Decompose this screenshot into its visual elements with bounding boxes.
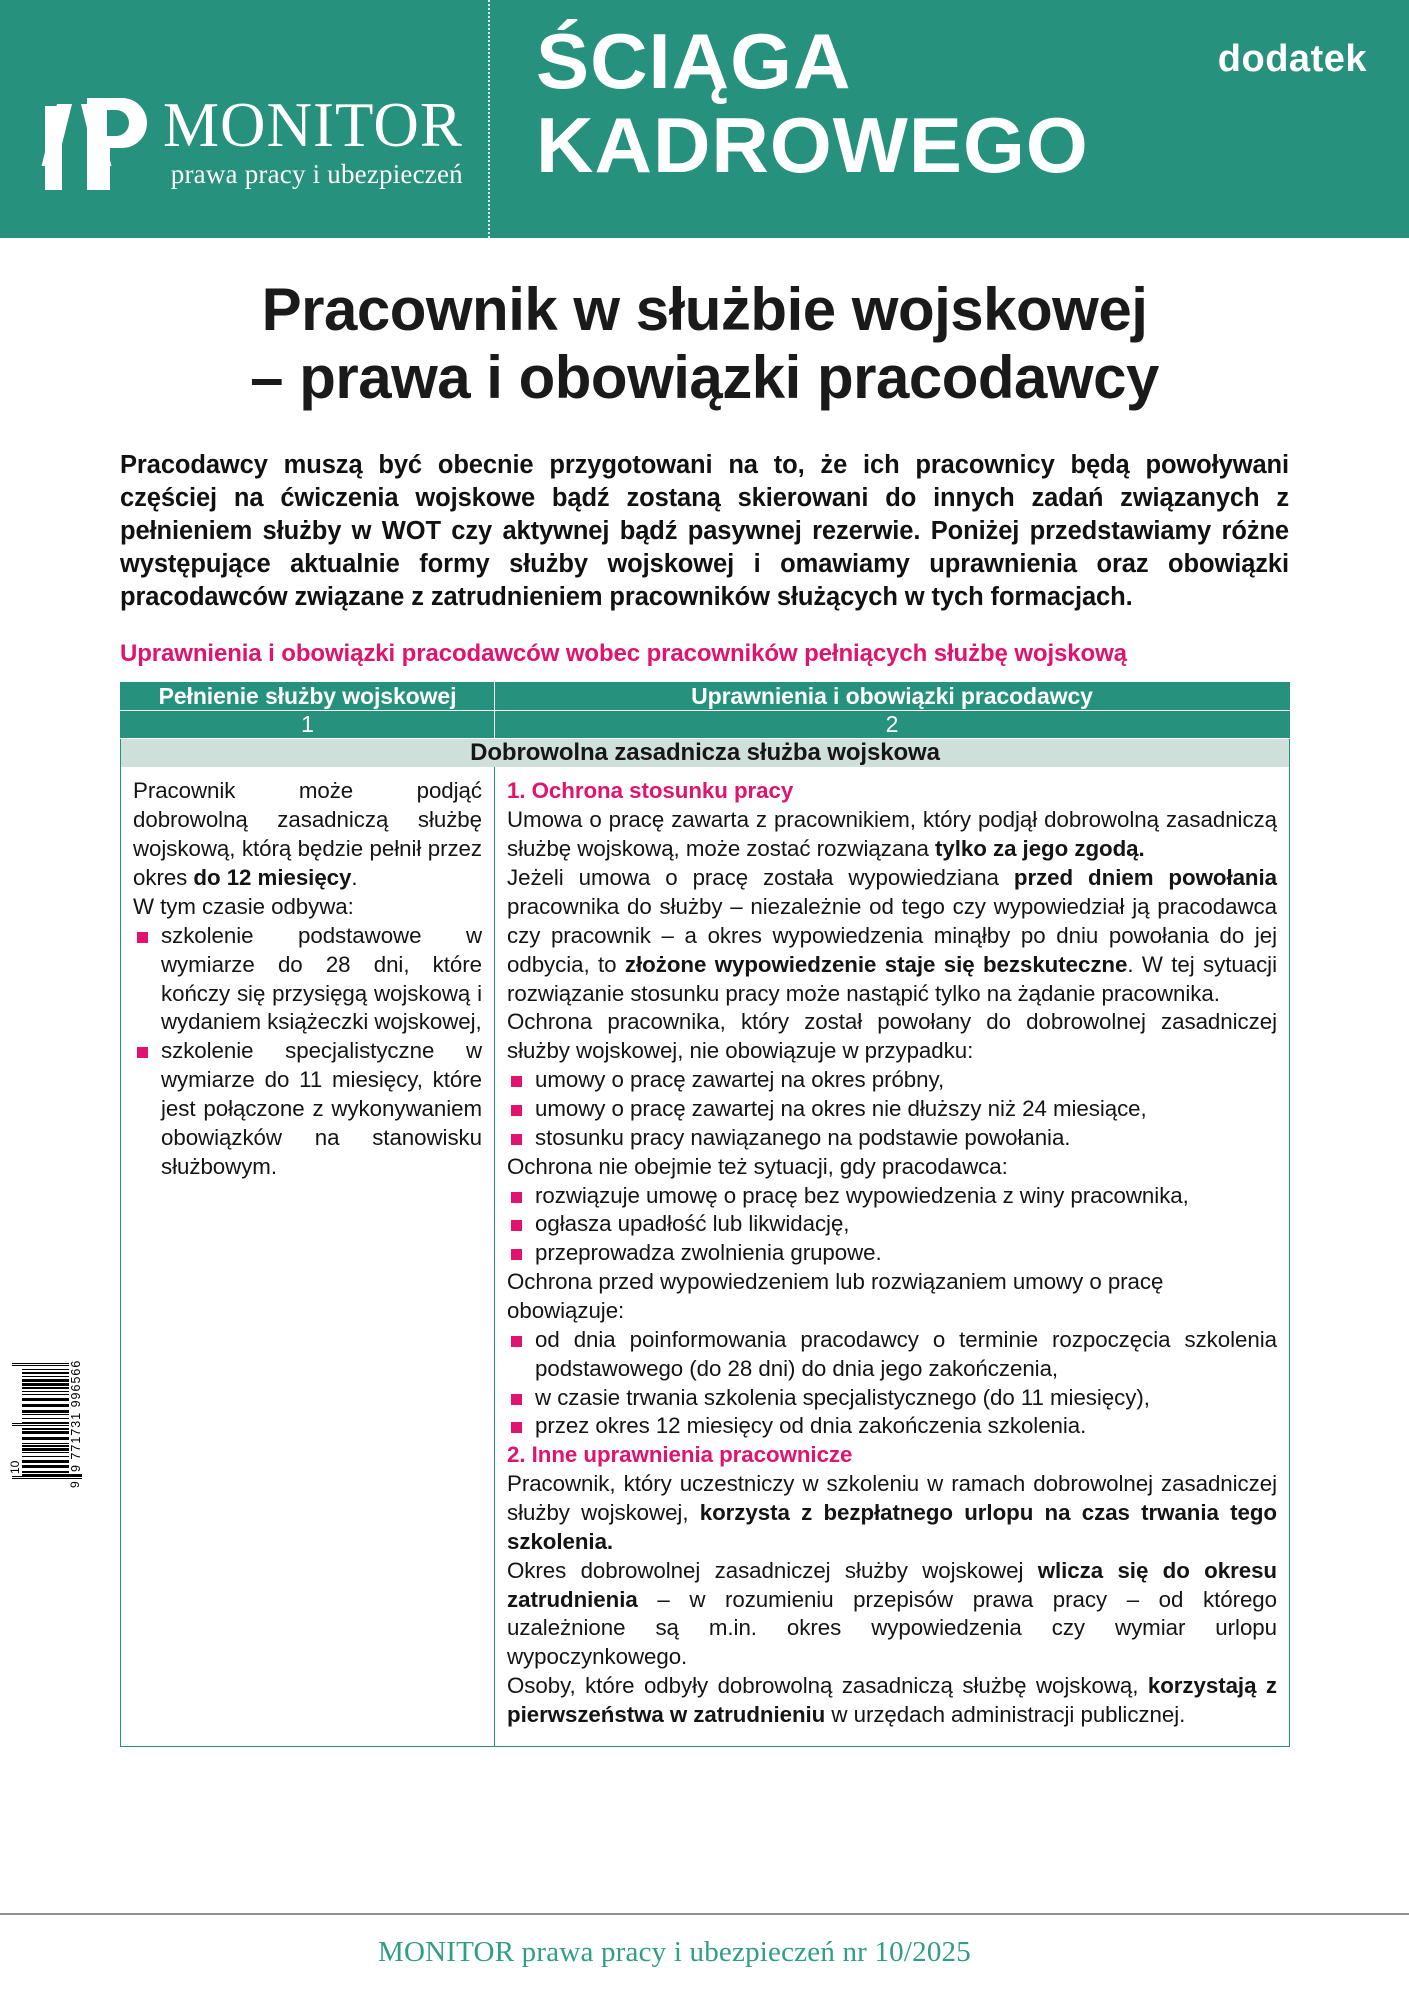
right-p7-a: Okres dobrowolnej zasadniczej służby wojskowej [507,1557,1038,1583]
table-header-col2: Uprawnienia i obowiązki pracodawcy [495,683,1290,711]
right-p2-bold-2: złożone wypowiedzenie staje się bezskuteczne [624,951,1128,977]
right-p2-bold-1: przed dniem powołania [1013,865,1277,891]
series-title-line2: KADROWEGO [536,101,1089,189]
table-colnum-2: 2 [495,711,1290,739]
right-bullet-list-3 [507,1326,1277,1441]
page-body [0,238,1409,1747]
masthead-series [488,0,1409,238]
footer-divider [0,1913,1409,1915]
left-p1-bold: do 12 miesięcy [193,865,352,891]
right-p1-bold: tylko za jego zgodą. [935,836,1145,862]
masthead-brand [0,0,488,238]
series-title [536,17,1089,189]
series-title-line1: ŚCIĄGA [536,17,852,105]
right-paragraph-1 [507,806,1277,864]
right-p1-a: Umowa o pracę zawarta z pracownikiem, który podjął dobrowolną zasadniczą służbę wojskową, może zostać rozwiązana [507,807,1277,862]
supplement-label: dodatek [1217,38,1367,80]
barcode-addon: 10 [8,1460,22,1474]
right-p2-a: Jeżeli umowa o pracę została wypowiedziana [507,865,1014,891]
table-header-col1: Pełnienie służby wojskowej [121,683,495,711]
brand-tagline: prawa pracy i ubezpieczeń [170,158,463,189]
list-item: umowy o pracę zawartej na okres nie dłuższy niż 24 miesiące, [507,1095,1277,1124]
right-paragraph-8 [507,1672,1277,1730]
right-bullet-list-1 [507,1066,1277,1153]
list-item: rozwiązuje umowę o pracę bez wypowiedzenia z winy pracownika, [507,1182,1277,1211]
mp-logo-icon [45,98,149,190]
right-p6-a: Pracownik, który uczestniczy w szkoleniu w ramach dobrowolnej zasadniczej służby wojskowej, [507,1471,1277,1525]
table-cell-service-type [121,767,495,1746]
rights-obligations-table [120,682,1290,1746]
barcode-graphic [10,1196,82,1488]
right-heading-2: 2. Inne uprawnienia pracownicze [507,1442,853,1468]
left-bullet-list [133,922,482,1182]
list-item: ogłasza upadłość lub likwidację, [507,1210,1277,1239]
table-number-row [121,711,1290,739]
right-p7-bold: wlicza się do okresu zatrudnienia [507,1557,1277,1612]
barcode-number: 9 771731 996566 [69,1359,83,1472]
brand-words [163,90,463,190]
list-item: umowy o pracę zawartej na okres próbny, [507,1066,1277,1095]
right-p7-c: – w rozumieniu przepisów prawa pracy – od którego uzależnione są m.in. okres wypowiedzenia czy wymiar urlopu wypoczynkowego. [507,1586,1277,1670]
list-item: stosunku pracy nawiązanego na podstawie powołania. [507,1124,1277,1153]
right-paragraph-4: Ochrona nie obejmie też sytuacji, gdy pracodawca: [507,1153,1008,1179]
list-item: od dnia poinformowania pracodawcy o terminie rozpoczęcia szkolenia podstawowego (do 28 dni) do dnia jego zakończenia, [507,1326,1277,1384]
right-p8-bold: korzystają z pierwszeństwa w zatrudnieniu [507,1673,1277,1727]
table-band-row [121,739,1290,768]
table-cell-employer-duties [495,767,1290,1746]
table-row [121,767,1290,1746]
table-colnum-1: 1 [121,711,495,739]
table-band-title: Dobrowolna zasadnicza służba wojskowa [121,739,1290,768]
right-heading-1: 1. Ochrona stosunku pracy [507,778,794,804]
right-paragraph-7 [507,1557,1277,1672]
brand-lockup [0,90,463,190]
page-title [0,276,1409,413]
right-paragraph-2 [507,864,1277,1008]
table-header-row [121,683,1290,711]
barcode-lead-digit: 9 [68,1481,82,1488]
list-item: szkolenie podstawowe w wymiarze do 28 dni, które kończy się przysięgą wojskową i wydaniem książeczki wojskowej, [133,922,482,1037]
list-item: szkolenie specjalistyczne w wymiarze do 11 miesięcy, które jest połączone z wykonywaniem obowiązków na stanowisku służbowym. [133,1037,482,1181]
brand-name: MONITOR [163,90,463,160]
left-paragraph-2: W tym czasie odbywa: [133,893,354,919]
right-paragraph-3: Ochrona pracownika, który został powołany do dobrowolnej zasadniczej służby wojskowej, nie obowiązuje w przypadku: [507,1009,1277,1064]
list-item: przez okres 12 miesięcy od dnia zakończenia szkolenia. [507,1412,1277,1441]
list-item: w czasie trwania szkolenia specjalistycznego (do 11 miesięcy), [507,1384,1277,1413]
page-title-line1: Pracownik w służbie wojskowej [261,276,1148,343]
section-heading: Uprawnienia i obowiązki pracodawców wobec pracowników pełniących służbę wojskową [120,640,1127,668]
right-p2-c: pracownika do służby – niezależnie od tego czy wypowiedział ją pracodawca czy pracownik – a okres wypowiedzenia minąłby po dniu powołania do jej odbycia, to [507,893,1277,977]
right-bullet-list-2 [507,1182,1277,1269]
lead-paragraph: Pracodawcy muszą być obecnie przygotowani na to, że ich pracownicy będą powoływani częściej na ćwiczenia wojskowe bądź zostaną skierowani do innych zadań związanych z pełnieniem służby w WOT czy aktywnej bądź pasywnej rezerwie. Poniżej przedstawiamy różne występujące aktualnie formy służby wojskowej i omawiamy uprawnienia oraz obowiązki pracodawców związane z zatrudnieniem pracowników służących w tych formacjach. [120,450,1289,612]
left-p1-a: Pracownik może podjąć dobrowolną zasadniczą służbę wojskową, którą będzie pełnił przez okres [133,778,482,891]
right-paragraph-6 [507,1470,1277,1557]
left-paragraph-1 [133,777,482,892]
right-p6-bold: korzysta z bezpłatnego urlopu na czas trwania tego szkolenia. [507,1499,1278,1554]
right-p8-a: Osoby, które odbyły dobrowolną zasadniczą służbę wojskową, [507,1673,1148,1699]
left-p1-c: . [351,865,358,891]
masthead [0,0,1409,238]
list-item: przeprowadza zwolnienia grupowe. [507,1239,1277,1268]
page-title-line2: – prawa i obowiązki pracodawcy [250,344,1159,412]
barcode [10,1196,82,1488]
right-p2-e: . W tej sytuacji rozwiązanie stosunku pracy może nastąpić tylko na żądanie pracownika. [507,951,1277,1006]
right-paragraph-5: Ochrona przed wypowiedzeniem lub rozwiązaniem umowy o pracę obowiązuje: [507,1269,1164,1323]
footer-text: MONITOR prawa pracy i ubezpieczeń nr 10/2025 [378,1936,971,1968]
right-p8-c: w urzędach administracji publicznej. [825,1701,1186,1727]
